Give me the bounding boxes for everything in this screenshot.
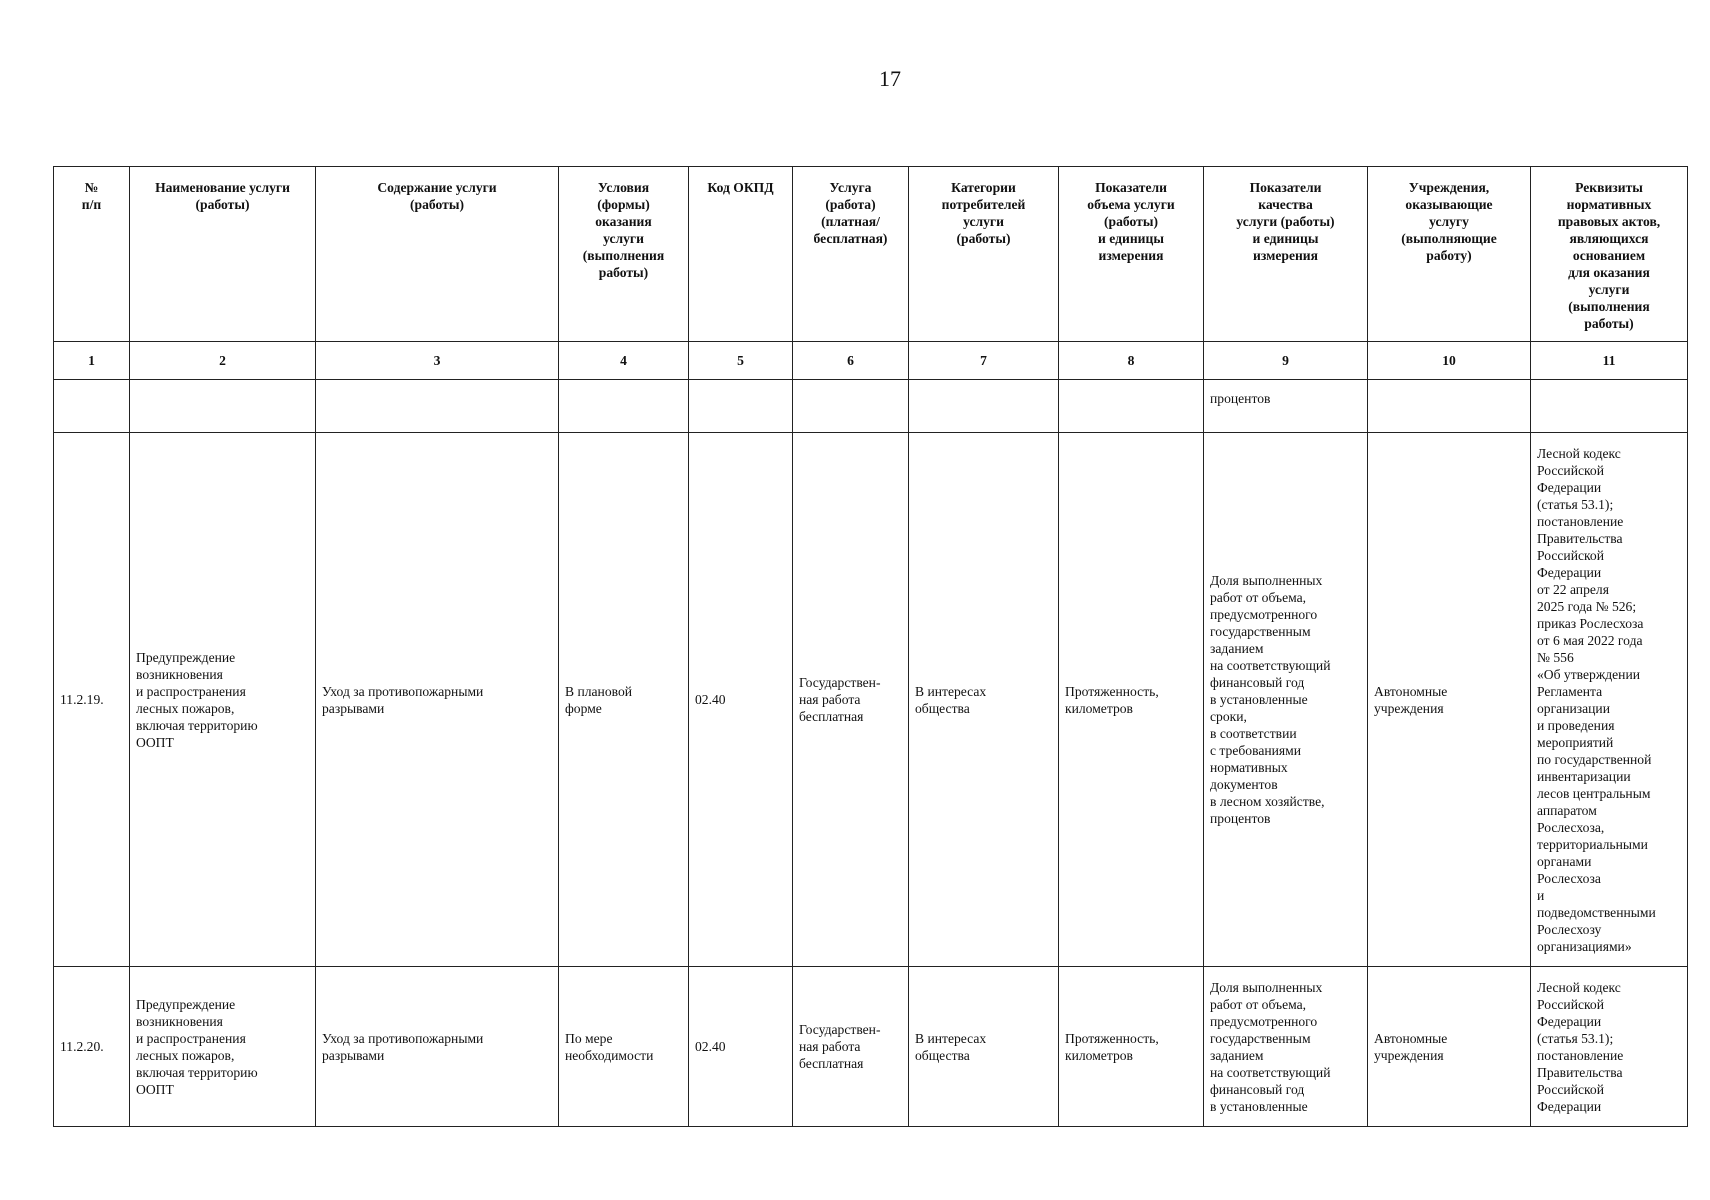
- header-cell-quality: Показатели качества услуги (работы) и единицы измерения: [1204, 167, 1368, 342]
- header-cell-institutions: Учреждения, оказывающие услугу (выполняющие работу): [1368, 167, 1531, 342]
- column-number: 7: [909, 342, 1059, 380]
- volume-indicator-cell: Протяженность, километров: [1059, 433, 1204, 967]
- header-cell-acts: Реквизиты нормативных правовых актов, являющихся основанием для оказания услуги (выполнения работы): [1531, 167, 1688, 342]
- table-cell: [793, 380, 909, 433]
- table-cell: [1368, 380, 1531, 433]
- table-cell: [54, 380, 130, 433]
- column-number: 10: [1368, 342, 1531, 380]
- paid-status-cell: Государствен- ная работа бесплатная: [793, 433, 909, 967]
- volume-indicator-cell: Протяженность, километров: [1059, 967, 1204, 1127]
- paid-status-cell: Государствен- ная работа бесплатная: [793, 967, 909, 1127]
- header-cell-okpd: Код ОКПД: [689, 167, 793, 342]
- column-number: 5: [689, 342, 793, 380]
- header-cell-volume: Показатели объема услуги (работы) и единицы измерения: [1059, 167, 1204, 342]
- column-number-row: [54, 342, 1688, 380]
- consumers-cell: В интересах общества: [909, 433, 1059, 967]
- table-cell: [316, 380, 559, 433]
- table-cell: [1059, 380, 1204, 433]
- legal-acts-cell: Лесной кодекс Российской Федерации (статья 53.1); постановление Правительства Российской Федерации от 22 апреля 2025 года № 526; приказ Рослесхоза от 6 мая 2022 года № 556 «Об утверждении Регламента организации и проведения мероприятий по государственной инвентаризации лесов центральным аппаратом Рослесхоза, территориальными органами Рослесхоза и подведомственными Рослесхозу организациями»: [1531, 433, 1688, 967]
- page-number: 17: [879, 66, 901, 91]
- service-conditions-cell: В плановой форме: [559, 433, 689, 967]
- service-name-cell: Предупреждение возникновения и распространения лесных пожаров, включая территорию ООПТ: [130, 433, 316, 967]
- quality-indicator-cell: Доля выполненных работ от объема, предусмотренного государственным заданием на соответствующий финансовый год в установленные: [1204, 967, 1368, 1127]
- service-content-cell: Уход за противопожарными разрывами: [316, 967, 559, 1127]
- table-header-row: [54, 167, 1688, 342]
- table-cell: [559, 380, 689, 433]
- column-number: 8: [1059, 342, 1204, 380]
- service-content-cell: Уход за противопожарными разрывами: [316, 433, 559, 967]
- continuation-row: [54, 380, 1688, 433]
- header-cell-content: Содержание услуги (работы): [316, 167, 559, 342]
- column-number: 9: [1204, 342, 1368, 380]
- row-number-cell: 11.2.19.: [54, 433, 130, 967]
- table-cell: [689, 380, 793, 433]
- header-cell-name: Наименование услуги (работы): [130, 167, 316, 342]
- service-name-cell: Предупреждение возникновения и распространения лесных пожаров, включая территорию ООПТ: [130, 967, 316, 1127]
- table-cell: [1531, 380, 1688, 433]
- institutions-cell: Автономные учреждения: [1368, 967, 1531, 1127]
- column-number: 1: [54, 342, 130, 380]
- institutions-cell: Автономные учреждения: [1368, 433, 1531, 967]
- legal-acts-cell: Лесной кодекс Российской Федерации (статья 53.1); постановление Правительства Российской Федерации: [1531, 967, 1688, 1127]
- continuation-quality-cell: процентов: [1204, 380, 1368, 433]
- okpd-code-cell: 02.40: [689, 433, 793, 967]
- column-number: 2: [130, 342, 316, 380]
- okpd-code-cell: 02.40: [689, 967, 793, 1127]
- header-cell-conditions: Условия (формы) оказания услуги (выполнения работы): [559, 167, 689, 342]
- header-cell-consumers: Категории потребителей услуги (работы): [909, 167, 1059, 342]
- consumers-cell: В интересах общества: [909, 967, 1059, 1127]
- column-number: 3: [316, 342, 559, 380]
- services-table: [53, 166, 1688, 1127]
- column-number: 11: [1531, 342, 1688, 380]
- column-number: 4: [559, 342, 689, 380]
- quality-indicator-cell: Доля выполненных работ от объема, предусмотренного государственным заданием на соответствующий финансовый год в установленные сроки, в соответствии с требованиями нормативных документов в лесном хозяйстве, процентов: [1204, 433, 1368, 967]
- service-conditions-cell: По мере необходимости: [559, 967, 689, 1127]
- column-number: 6: [793, 342, 909, 380]
- header-cell-paid: Услуга (работа) (платная/ бесплатная): [793, 167, 909, 342]
- table-row: [54, 967, 1688, 1127]
- table-cell: [909, 380, 1059, 433]
- row-number-cell: 11.2.20.: [54, 967, 130, 1127]
- table-cell: [130, 380, 316, 433]
- header-cell-num: № п/п: [54, 167, 130, 342]
- table-row: [54, 433, 1688, 967]
